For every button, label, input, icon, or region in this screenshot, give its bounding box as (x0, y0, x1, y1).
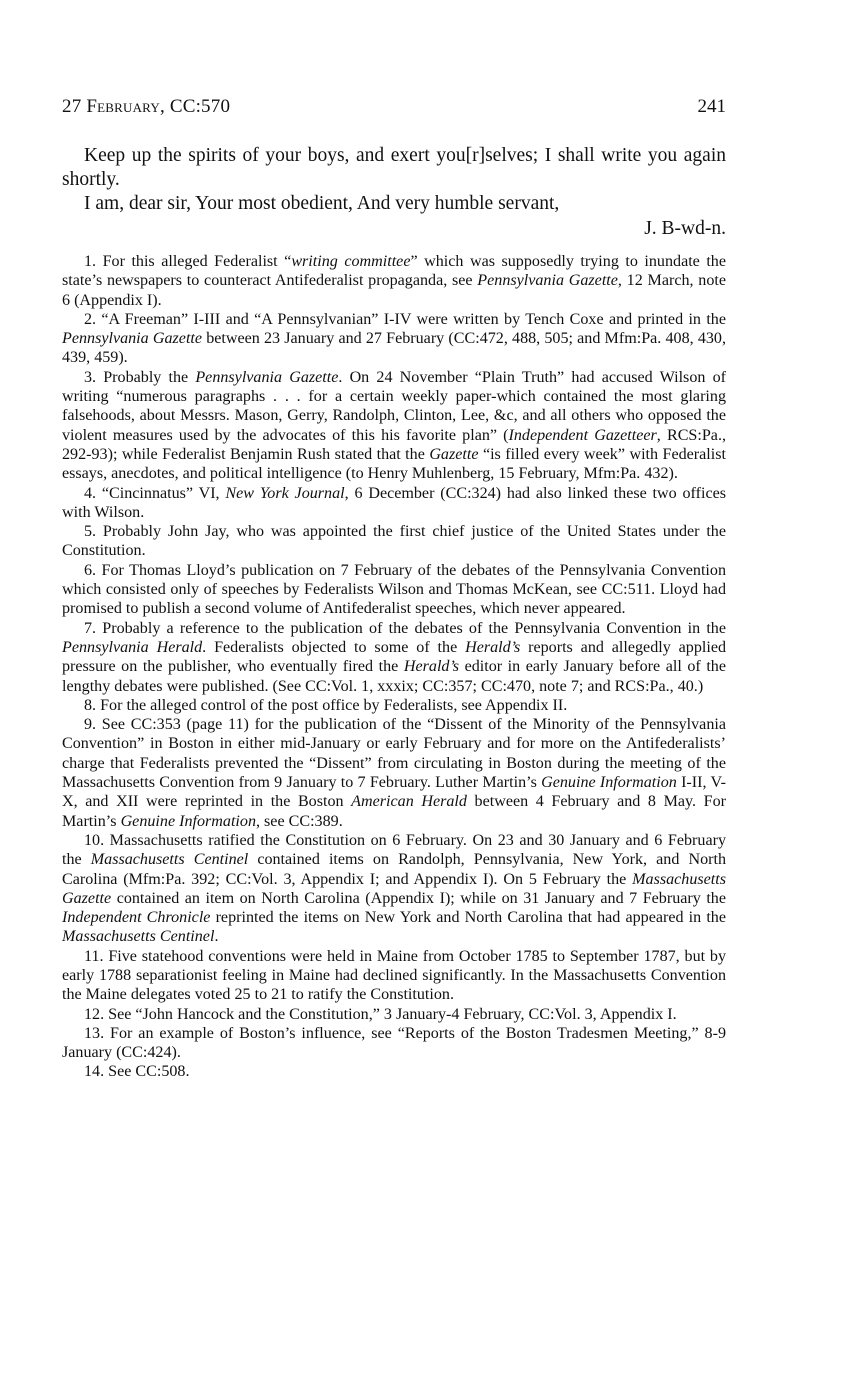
footnote-text: 13. For an example of Boston’s influence, see “Reports of the Boston Tradesmen Meeting,” 8-9 January (CC:424). (62, 1024, 726, 1062)
footnote-italic-title: Independent Gazetteer (508, 426, 657, 444)
footnote-italic-title: Gazette (429, 445, 479, 463)
footnote-italic-title: New York Journal (225, 484, 345, 502)
footnote-italic-title: writing committee (291, 253, 411, 270)
letter-paragraph: Keep up the spirits of your boys, and exert you[r]selves; I shall write you again shortly. (62, 145, 726, 190)
footnote-italic-title: Pennsylvania Gazette (62, 330, 203, 348)
letter-signature: J. B-wd-n. (644, 218, 726, 239)
footnote-text: , see CC:389. (256, 812, 343, 830)
footnote-text: contained items on Randolph, Pennsylvania, New York, and North Carolina (Mfm:Pa. 392; CC:Vol. 3, Appendix I; and Appendix I). On 5 February the (62, 851, 726, 888)
footnote-italic-title: Independent Chronicle (62, 909, 211, 927)
footnote-text: 1. For this alleged Federalist “ (84, 253, 292, 270)
footnote-text: 7. Probably a reference to the publication of the debates of the Pennsylvania Convention in the (84, 619, 726, 637)
footnote-text: 5. Probably John Jay, who was appointed the first chief justice of the United States under the Constitution. (62, 523, 726, 560)
footnote-italic-title: Pennsylvania Gazette (477, 272, 618, 290)
footnote-text: ” which was supposedly trying to inundate the state’s newspapers to counteract Antifederalist propaganda, see (62, 253, 726, 290)
header-month: February (86, 96, 160, 117)
footnote-text: 10. Massachusetts ratified the Constitution on 6 February. On 23 and 30 January and 6 February the (62, 831, 726, 869)
footnote-text: “is filled every week” with Federalist essays, anecdotes, and political intelligence (to Henry Muhlenberg, 15 February, Mfm:Pa. 432). (62, 445, 726, 483)
footnote (62, 1024, 726, 1063)
footnote-text: between 4 February and 8 May. For Martin’s (62, 793, 727, 830)
footnote (62, 484, 726, 523)
footnote-italic-title: Massachusetts Centinel (62, 928, 215, 946)
footnote (62, 619, 726, 696)
footnote (62, 1005, 726, 1024)
footnote (62, 368, 726, 484)
footnote-text: . (214, 928, 219, 946)
footnote (62, 696, 726, 715)
footnote (62, 310, 726, 368)
footnote-text: contained an item on North Carolina (Appendix I); while on 31 January and 7 February the (111, 889, 726, 907)
footnote (62, 831, 726, 947)
footnote (62, 252, 726, 310)
footnote-italic-title: Massachusetts Centinel (90, 851, 249, 869)
footnote (62, 561, 726, 619)
footnote-text: between 23 January and 27 February (CC:472, 488, 505; and Mfm:Pa. 408, 430, 439, 459). (62, 330, 726, 367)
footnote-text: 14. See CC:508. (84, 1063, 190, 1081)
header-date-reference (62, 96, 230, 118)
footnote (62, 1062, 726, 1081)
footnote-text: 2. “A Freeman” I-III and “A Pennsylvanian” I-IV were written by Tench Coxe and printed in the (84, 310, 726, 328)
footnote-text: , 6 December (CC:324) had also linked these two offices with Wilson. (62, 484, 726, 521)
footnotes (62, 252, 726, 1082)
footnote-text: , 12 March, note 6 (Appendix I). (62, 272, 726, 309)
footnote-text: I-II, V-X, and XII were reprinted in the Boston (62, 774, 727, 811)
footnote-text: 3. Probably the (84, 368, 196, 386)
footnote (62, 947, 726, 1005)
footnote-italic-title: Pennsylvania Gazette (195, 368, 339, 386)
footnote-text: . Federalists objected to some of the (202, 638, 466, 656)
footnote-italic-title: Massachusetts Gazette (62, 870, 726, 907)
footnote-text: . On 24 November “Plain Truth” had accused Wilson of writing “numerous paragraphs . . . for a certain weekly paper-which contained the most glaring falsehoods, about Messrs. Mason, Gerry, Randolph, Clinton, Lee, &c, and all others who opposed the violent measures used by the advocates of this his favorite plan” ( (62, 368, 726, 444)
footnote-text: 11. Five statehood conventions were held in Maine from October 1785 to September 1787, but by early 1788 separationist feeling in Maine had declined significantly. In the Massachusetts Convention the Maine delegates voted 25 to 21 to ratify the Constitution. (62, 947, 726, 1004)
footnote-text: editor in early January before all of the lengthy debates were published. (See CC:Vol. 1, xxxix; CC:357; CC:470, note 7; and RCS:Pa., 40.) (62, 658, 726, 695)
running-header (62, 96, 726, 126)
header-date-number: 27 (62, 96, 87, 117)
document-page (62, 96, 726, 1082)
header-document-ref: , CC:570 (159, 96, 231, 117)
footnote-italic-title: Genuine Information (120, 812, 256, 830)
footnote (62, 522, 726, 561)
page-number: 241 (697, 96, 726, 117)
letter-body (62, 144, 726, 241)
footnote-text: reprinted the items on New York and North Carolina that had appeared in the (210, 909, 726, 927)
footnote-text: , RCS:Pa., 292-93); while Federalist Benjamin Rush stated that the (62, 426, 726, 463)
footnote-italic-title: Herald’s (465, 638, 521, 656)
footnote-text: 9. See CC:353 (page 11) for the publication of the “Dissent of the Minority of the Pennsylvania Convention” in Boston in either mid-January or early February and for more on the Antifederalists’ charge that Federalists prevented the “Dissent” from circulating in Boston during the meeting of the Massachusetts Convention from 9 January to 7 February. Luther Martin’s (62, 716, 726, 792)
letter-closing: I am, dear sir, Your most obedient, And very humble servant, (84, 193, 560, 214)
footnote-italic-title: Genuine Information (541, 774, 677, 792)
footnote-text: reports and allegedly applied pressure on the publisher, who eventually fired the (62, 638, 727, 676)
footnote-text: 12. See “John Hancock and the Constitution,” 3 January-4 February, CC:Vol. 3, Appendix I. (84, 1005, 677, 1023)
footnote-italic-title: American Herald (351, 793, 467, 811)
footnote-italic-title: Herald’s (403, 658, 460, 676)
footnote-text: 8. For the alleged control of the post office by Federalists, see Appendix II. (84, 696, 568, 714)
footnote-text: 4. “Cincinnatus” VI, (84, 484, 226, 502)
footnote-text: 6. For Thomas Lloyd’s publication on 7 February of the debates of the Pennsylvania Convention which consisted only of speeches by Federalists Wilson and Thomas McKean, see CC:511. Lloyd had promised to publish a second volume of Antifederalist speeches, which never appeared. (62, 561, 726, 618)
footnote-italic-title: Pennsylvania Herald (62, 638, 203, 656)
footnote (62, 715, 726, 831)
